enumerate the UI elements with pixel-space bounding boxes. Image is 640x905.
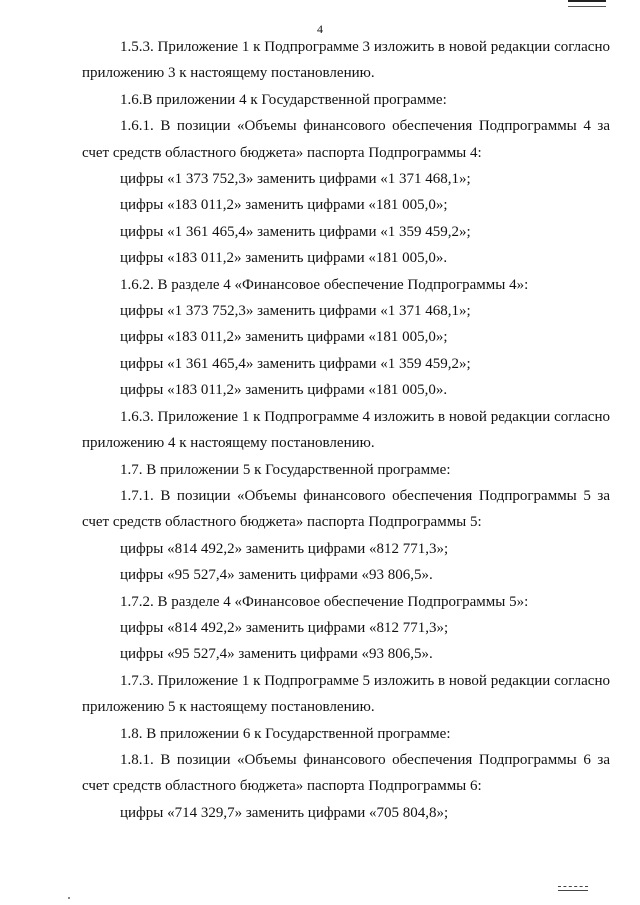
paragraph-1-8-1: 1.8.1. В позиции «Объемы финансового обеспечения Подпрограммы 6 за счет средств областного бюджета» паспорта Подпрограммы 6: [82, 751, 610, 795]
replacement-line: цифры «95 527,4» заменить цифрами «93 806,5». [120, 646, 433, 663]
paragraph-1-6-3: 1.6.3. Приложение 1 к Подпрограмме 4 изложить в новой редакции согласно приложению 4 к настоящему постановлению. [82, 408, 610, 452]
replacement-line: цифры «95 527,4» заменить цифрами «93 806,5». [120, 567, 433, 584]
paragraph-1-7-2: 1.7.2. В разделе 4 «Финансовое обеспечение Подпрограммы 5»: [120, 593, 529, 610]
replacement-line: цифры «183 011,2» заменить цифрами «181 005,0»; [120, 329, 448, 346]
paragraph-1-8: 1.8. В приложении 6 к Государственной программе: [120, 725, 451, 742]
replacement-line: цифры «183 011,2» заменить цифрами «181 005,0»; [120, 197, 448, 214]
paragraph-1-7: 1.7. В приложении 5 к Государственной программе: [120, 461, 451, 478]
page-number: 4 [317, 22, 323, 36]
paragraph-1-5-3: 1.5.3. Приложение 1 к Подпрограмме 3 изложить в новой редакции согласно приложению 3 к настоящему постановлению. [82, 39, 610, 82]
replacement-line: цифры «1 361 465,4» заменить цифрами «1 359 459,2»; [120, 223, 471, 240]
scan-mark-top [568, 0, 606, 7]
scan-speck [68, 897, 70, 899]
paragraph-1-6: 1.6.В приложении 4 к Государственной программе: [120, 91, 447, 108]
paragraph-1-7-3: 1.7.3. Приложение 1 к Подпрограмме 5 изложить в новой редакции согласно приложению 5 к настоящему постановлению. [82, 672, 610, 716]
replacement-line: цифры «1 373 752,3» заменить цифрами «1 371 468,1»; [120, 171, 471, 188]
scan-mark-bottom [558, 886, 588, 891]
paragraph-1-7-1: 1.7.1. В позиции «Объемы финансового обеспечения Подпрограммы 5 за счет средств областного бюджета» паспорта Подпрограммы 5: [82, 487, 610, 531]
replacement-line: цифры «1 373 752,3» заменить цифрами «1 371 468,1»; [120, 303, 471, 320]
replacement-line: цифры «814 492,2» заменить цифрами «812 771,3»; [120, 540, 449, 557]
replacement-line: цифры «814 492,2» заменить цифрами «812 771,3»; [120, 619, 449, 636]
paragraph-1-6-1: 1.6.1. В позиции «Объемы финансового обеспечения Подпрограммы 4 за счет средств областного бюджета» паспорта Подпрограммы 4: [82, 118, 610, 161]
replacement-line: цифры «1 361 465,4» заменить цифрами «1 359 459,2»; [120, 355, 471, 372]
replacement-line: цифры «183 011,2» заменить цифрами «181 005,0». [120, 250, 448, 267]
replacement-line: цифры «183 011,2» заменить цифрами «181 005,0». [120, 382, 448, 399]
document-body [82, 34, 610, 826]
paragraph-1-6-2: 1.6.2. В разделе 4 «Финансовое обеспечение Подпрограммы 4»: [120, 276, 529, 293]
replacement-line: цифры «714 329,7» заменить цифрами «705 804,8»; [120, 804, 449, 821]
